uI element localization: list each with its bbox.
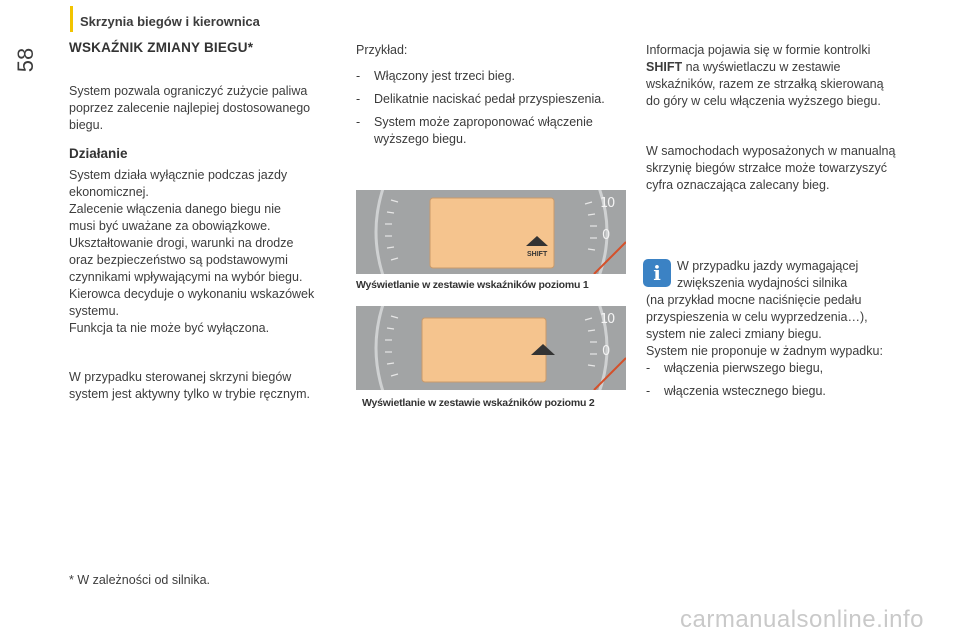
example-label: Przykład: bbox=[356, 43, 408, 57]
operation-line: Ukształtowanie drogi, warunki na drodze bbox=[69, 236, 294, 250]
operation-line: System działa wyłącznie podczas jazdy bbox=[69, 168, 288, 182]
info-box-line: system nie zaleci zmiany biegu. bbox=[646, 327, 822, 341]
list-item bbox=[356, 91, 631, 108]
shift-label: SHIFT bbox=[527, 251, 548, 258]
info-box-head bbox=[677, 258, 937, 292]
list-item-text: włączenia pierwszego biegu, bbox=[664, 361, 824, 375]
intro-paragraph bbox=[69, 83, 349, 134]
svg-text:1: 1 bbox=[600, 196, 609, 211]
manual-cars-paragraph bbox=[646, 143, 936, 194]
info-box-line: zwiększenia wydajności silnika bbox=[677, 276, 848, 290]
operation-line: ekonomicznej. bbox=[69, 185, 149, 199]
manual-cars-line: skrzynię biegów strzałce może towarzyszyć bbox=[646, 161, 888, 175]
operation-line: Funkcja ta nie może być wyłączona. bbox=[69, 321, 270, 335]
list-dash: - bbox=[646, 384, 651, 398]
svg-text:1: 1 bbox=[600, 312, 609, 327]
list-item-text: włączenia wstecznego biegu. bbox=[664, 384, 826, 398]
gauge-cluster-illustration bbox=[356, 306, 626, 390]
shift-info-line: do góry w celu włączenia wyższego biegu. bbox=[646, 94, 881, 108]
gauge-max-label: 0 bbox=[607, 196, 616, 211]
example-list bbox=[356, 68, 631, 154]
shift-info-line: Informacja pojawia się w formie kontrolki bbox=[646, 43, 871, 57]
operation-line: czynnikami wpływającymi na wybór biegu. bbox=[69, 270, 303, 284]
gauge-cluster-illustration bbox=[356, 190, 626, 274]
list-dash: - bbox=[356, 92, 361, 106]
list-dash: - bbox=[356, 69, 361, 83]
info-box-line: W przypadku jazdy wymagającej bbox=[677, 259, 859, 273]
list-item-text: Delikatnie naciskać pedał przyspieszenia. bbox=[374, 92, 605, 106]
list-item-text: Włączony jest trzeci bieg. bbox=[374, 69, 516, 83]
intro-line: biegu. bbox=[69, 118, 104, 132]
shift-info-paragraph bbox=[646, 42, 936, 110]
manual-gearbox-line: system jest aktywny tylko w trybie ręcznym. bbox=[69, 387, 311, 401]
operation-line: oraz bezpieczeństwo są podstawowymi bbox=[69, 253, 288, 267]
shift-info-text: na wyświetlaczu w zestawie bbox=[682, 60, 841, 74]
operation-line: systemu. bbox=[69, 304, 120, 318]
info-box-list bbox=[646, 360, 936, 406]
list-item-text: System może zaproponować włączenie wyższego biegu. bbox=[374, 115, 593, 146]
intro-line: System pozwala ograniczyć zużycie paliwa bbox=[69, 84, 308, 98]
footnote: * W zależności od silnika. bbox=[69, 573, 211, 587]
info-box-line: System nie proponuje w żadnym wypadku: bbox=[646, 344, 883, 358]
operation-line: musi być uważane za obowiązkowe. bbox=[69, 219, 271, 233]
shift-info-line bbox=[646, 59, 936, 76]
operation-paragraph bbox=[69, 167, 351, 337]
manual-cars-line: W samochodach wyposażonych w manualną bbox=[646, 144, 896, 158]
info-icon: i bbox=[643, 259, 671, 287]
subsection-title: Działanie bbox=[69, 146, 128, 161]
info-box-body bbox=[646, 292, 936, 360]
list-dash: - bbox=[646, 361, 651, 375]
list-item bbox=[646, 360, 936, 377]
section-title: WSKAŹNIK ZMIANY BIEGU* bbox=[69, 40, 254, 55]
header-accent-bar bbox=[70, 6, 73, 32]
gauge-min-label: 0 bbox=[602, 228, 611, 243]
manual-gearbox-paragraph bbox=[69, 369, 351, 403]
list-item bbox=[356, 68, 631, 85]
manual-gearbox-line: W przypadku sterowanej skrzyni biegów bbox=[69, 370, 292, 384]
chapter-title: Skrzynia biegów i kierownica bbox=[80, 14, 260, 29]
operation-line: Zalecenie włączenia danego biegu nie bbox=[69, 202, 281, 216]
list-item bbox=[356, 114, 631, 148]
list-dash: - bbox=[356, 115, 361, 129]
intro-line: poprzez zalecenie najlepiej dostosowanego bbox=[69, 101, 311, 115]
page-number: 58 bbox=[13, 47, 38, 73]
panel-1-caption: Wyświetlanie w zestawie wskaźników poziomu 1 bbox=[356, 279, 589, 291]
gauge-max-label: 0 bbox=[607, 312, 616, 327]
shift-word: SHIFT bbox=[646, 60, 683, 74]
info-box-line: przyspieszenia w celu wyprzedzenia…), bbox=[646, 310, 868, 324]
watermark: carmanualsonline.info bbox=[680, 606, 924, 633]
shift-info-line: wskaźników, razem ze strzałką skierowaną bbox=[646, 77, 884, 91]
manual-cars-line: cyfra oznaczająca zalecany bieg. bbox=[646, 178, 830, 192]
instrument-panel-level-1 bbox=[356, 190, 626, 274]
instrument-panel-level-2 bbox=[356, 306, 626, 390]
gauge-min-label: 0 bbox=[602, 344, 611, 359]
list-item bbox=[646, 383, 936, 400]
operation-line: Kierowca decyduje o wykonaniu wskazówek bbox=[69, 287, 315, 301]
info-box-line: (na przykład mocne naciśnięcie pedału bbox=[646, 293, 862, 307]
panel-2-caption: Wyświetlanie w zestawie wskaźników poziomu 2 bbox=[362, 397, 595, 409]
